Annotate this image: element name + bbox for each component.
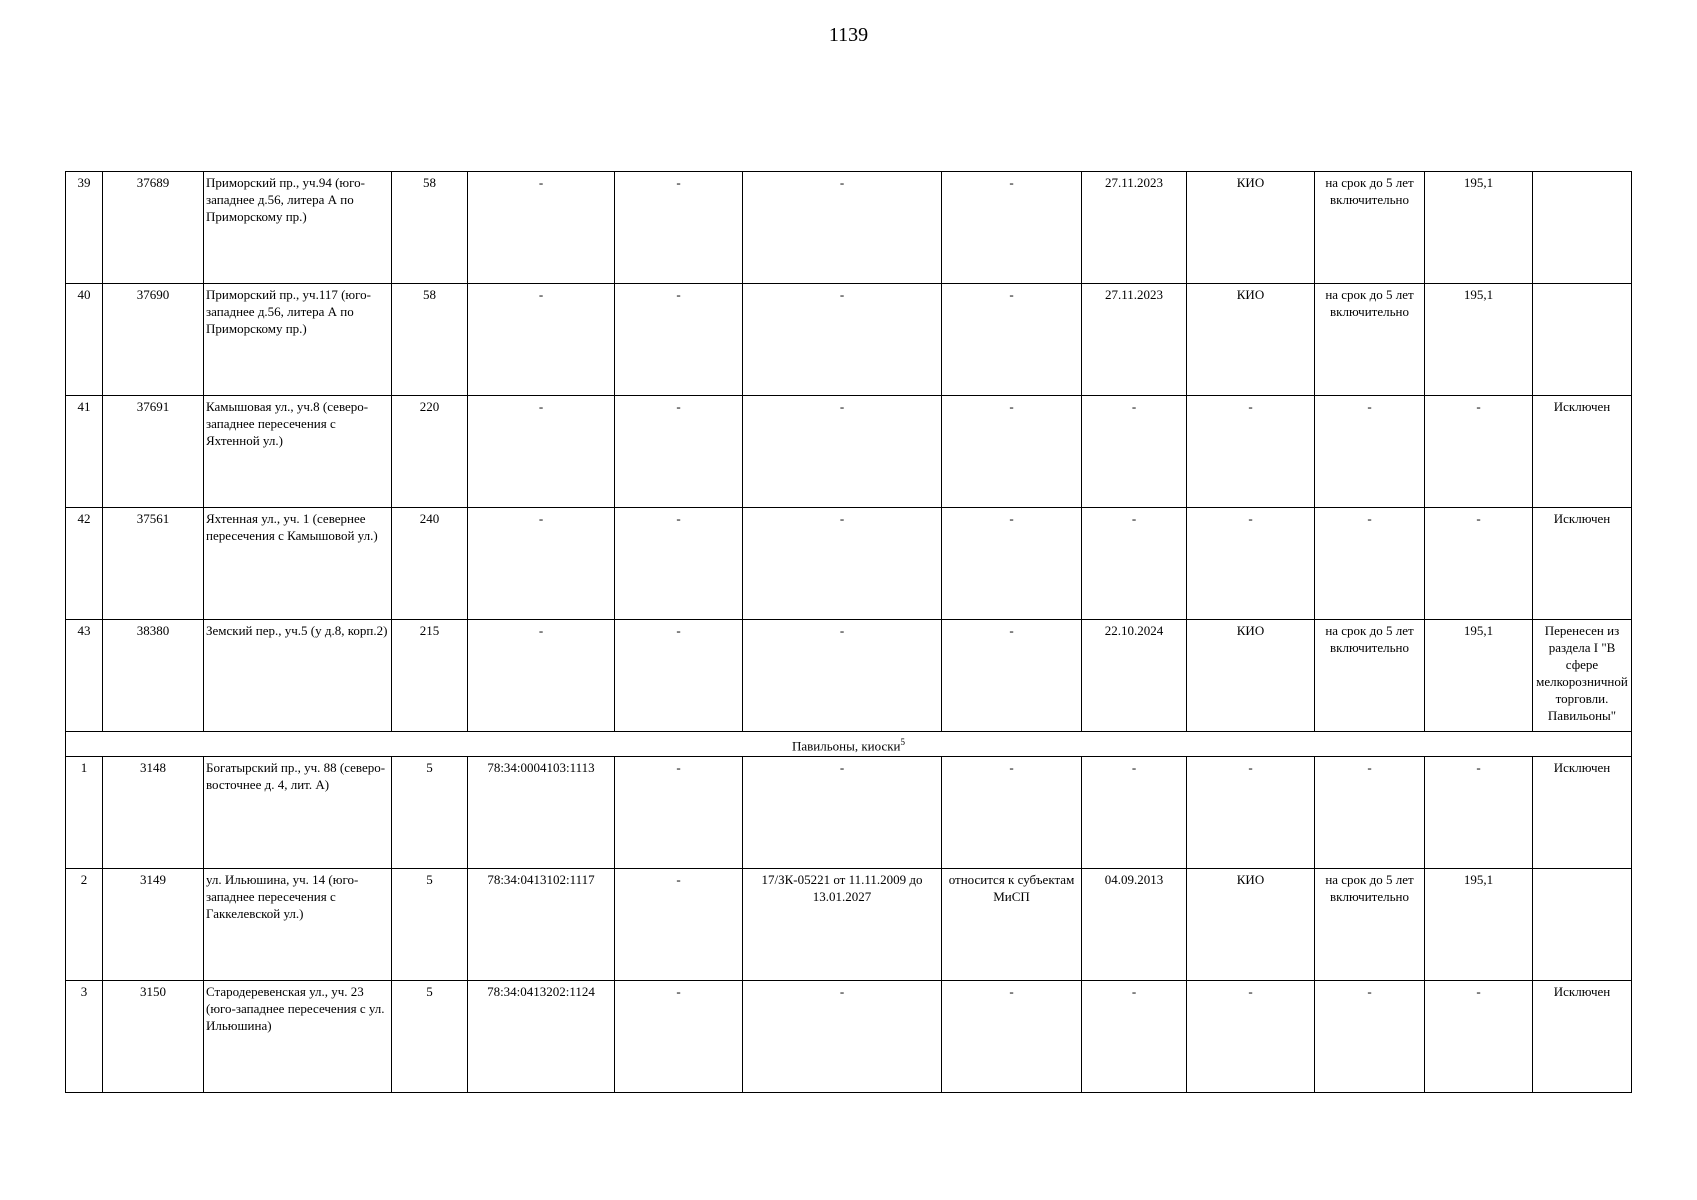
organization: КИО [1187, 172, 1315, 284]
contract: - [743, 981, 942, 1093]
cadastral-number: - [468, 508, 615, 620]
contract: - [743, 620, 942, 732]
cell-col5: - [615, 284, 743, 396]
cell-col5: - [615, 508, 743, 620]
value: - [1425, 757, 1533, 869]
area: 5 [392, 981, 468, 1093]
smb-status: - [942, 284, 1082, 396]
date: 27.11.2023 [1082, 172, 1187, 284]
term: - [1315, 396, 1425, 508]
row-number: 1 [66, 757, 103, 869]
date: - [1082, 396, 1187, 508]
address: ул. Ильюшина, уч. 14 (юго-западнее пересечения с Гаккелевской ул.) [204, 869, 392, 981]
cell-col5: - [615, 172, 743, 284]
area: 220 [392, 396, 468, 508]
cadastral-number: - [468, 284, 615, 396]
object-id: 38380 [103, 620, 204, 732]
registry-table [65, 171, 1632, 1093]
address: Стародеревенская ул., уч. 23 (юго-западнее пересечения с ул. Ильюшина) [204, 981, 392, 1093]
section-title: Павильоны, киоски [791, 738, 901, 754]
section-heading [66, 732, 1632, 757]
date: - [1082, 981, 1187, 1093]
date: 27.11.2023 [1082, 284, 1187, 396]
organization: - [1187, 981, 1315, 1093]
row-number: 3 [66, 981, 103, 1093]
value: - [1425, 396, 1533, 508]
cadastral-number: 78:34:0413202:1124 [468, 981, 615, 1093]
organization: КИО [1187, 284, 1315, 396]
table-row [66, 981, 1632, 1093]
table-row [66, 508, 1632, 620]
smb-status: - [942, 757, 1082, 869]
note [1533, 172, 1632, 284]
contract: - [743, 172, 942, 284]
note [1533, 869, 1632, 981]
date: - [1082, 757, 1187, 869]
cadastral-number: 78:34:0413102:1117 [468, 869, 615, 981]
note [1533, 284, 1632, 396]
object-id: 37561 [103, 508, 204, 620]
term: - [1315, 981, 1425, 1093]
cadastral-number: - [468, 396, 615, 508]
address: Яхтенная ул., уч. 1 (севернее пересечения с Камышовой ул.) [204, 508, 392, 620]
row-number: 2 [66, 869, 103, 981]
term: - [1315, 508, 1425, 620]
contract: - [743, 757, 942, 869]
row-number: 41 [66, 396, 103, 508]
object-id: 3150 [103, 981, 204, 1093]
value: - [1425, 981, 1533, 1093]
note: Исключен [1533, 508, 1632, 620]
value: 195,1 [1425, 620, 1533, 732]
date: 04.09.2013 [1082, 869, 1187, 981]
table-row [66, 869, 1632, 981]
address: Земский пер., уч.5 (у д.8, корп.2) [204, 620, 392, 732]
row-number: 40 [66, 284, 103, 396]
area: 58 [392, 284, 468, 396]
table-row [66, 757, 1632, 869]
row-number: 43 [66, 620, 103, 732]
contract: - [743, 284, 942, 396]
address: Приморский пр., уч.94 (юго-западнее д.56, литера А по Приморскому пр.) [204, 172, 392, 284]
smb-status: - [942, 396, 1082, 508]
address: Богатырский пр., уч. 88 (северо-восточнее д. 4, лит. А) [204, 757, 392, 869]
area: 5 [392, 869, 468, 981]
area: 215 [392, 620, 468, 732]
area: 5 [392, 757, 468, 869]
note: Исключен [1533, 396, 1632, 508]
cadastral-number: 78:34:0004103:1113 [468, 757, 615, 869]
contract: 17/ЗК-05221 от 11.11.2009 до 13.01.2027 [743, 869, 942, 981]
row-number: 39 [66, 172, 103, 284]
note: Исключен [1533, 981, 1632, 1093]
object-id: 37690 [103, 284, 204, 396]
address: Камышовая ул., уч.8 (северо-западнее пересечения с Яхтенной ул.) [204, 396, 392, 508]
cell-col5: - [615, 981, 743, 1093]
contract: - [743, 508, 942, 620]
smb-status: - [942, 508, 1082, 620]
note: Перенесен из раздела I "В сфере мелкорозничной торговли. Павильоны" [1533, 620, 1632, 732]
organization: - [1187, 757, 1315, 869]
page-number: 1139 [828, 24, 869, 46]
note: Исключен [1533, 757, 1632, 869]
cell-col5: - [615, 620, 743, 732]
value: - [1425, 508, 1533, 620]
cell-col5: - [615, 869, 743, 981]
smb-status: - [942, 172, 1082, 284]
table-row [66, 172, 1632, 284]
object-id: 3149 [103, 869, 204, 981]
term: на срок до 5 лет включительно [1315, 869, 1425, 981]
smb-status: относится к субъектам МиСП [942, 869, 1082, 981]
area: 58 [392, 172, 468, 284]
date: 22.10.2024 [1082, 620, 1187, 732]
date: - [1082, 508, 1187, 620]
table-row [66, 620, 1632, 732]
section-footnote: 5 [900, 737, 905, 747]
term: на срок до 5 лет включительно [1315, 172, 1425, 284]
contract: - [743, 396, 942, 508]
object-id: 37691 [103, 396, 204, 508]
row-number: 42 [66, 508, 103, 620]
value: 195,1 [1425, 172, 1533, 284]
smb-status: - [942, 981, 1082, 1093]
area: 240 [392, 508, 468, 620]
organization: КИО [1187, 869, 1315, 981]
section-heading-row [66, 732, 1632, 757]
cell-col5: - [615, 396, 743, 508]
smb-status: - [942, 620, 1082, 732]
object-id: 3148 [103, 757, 204, 869]
cell-col5: - [615, 757, 743, 869]
value: 195,1 [1425, 284, 1533, 396]
object-id: 37689 [103, 172, 204, 284]
table-row [66, 284, 1632, 396]
cadastral-number: - [468, 620, 615, 732]
value: 195,1 [1425, 869, 1533, 981]
organization: - [1187, 508, 1315, 620]
cadastral-number: - [468, 172, 615, 284]
table-row [66, 396, 1632, 508]
address: Приморский пр., уч.117 (юго-западнее д.56, литера А по Приморскому пр.) [204, 284, 392, 396]
term: на срок до 5 лет включительно [1315, 620, 1425, 732]
term: - [1315, 757, 1425, 869]
term: на срок до 5 лет включительно [1315, 284, 1425, 396]
organization: КИО [1187, 620, 1315, 732]
organization: - [1187, 396, 1315, 508]
